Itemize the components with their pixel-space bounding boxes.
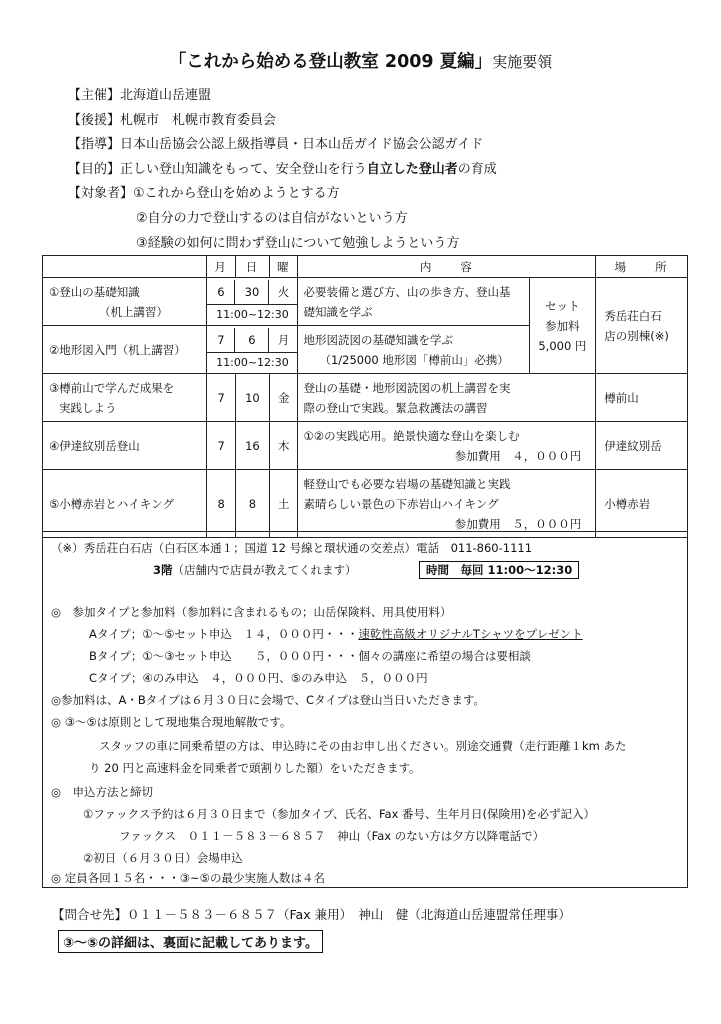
time-slot: 11:00~12:30 <box>207 304 297 324</box>
shared-place-cell: 秀岳荘白石 店の別棟(※) <box>596 278 688 374</box>
apply-heading: ◎ 申込方法と締切 <box>51 785 154 799</box>
apply-onsite-line: ②初日（６月３０日）会場申込 <box>83 851 243 865</box>
header-day: 日 <box>235 256 269 278</box>
apply-fax-line: ①ファックス予約は６月３０日まで（参加タイプ、氏名、Fax 番号、生年月日(保険用)を必ず記入） <box>83 807 596 821</box>
day-cell: 8 <box>235 470 269 538</box>
header-place: 場 所 <box>596 256 688 278</box>
table-row <box>43 470 688 538</box>
set-fee-cell: セット 参加料 5,000 円 <box>529 278 596 374</box>
day-cell: 10 <box>235 374 269 422</box>
weekday-cell: 金 <box>270 374 298 422</box>
date-cell: 7 6 月 11:00~12:30 <box>207 326 298 374</box>
header-month: 月 <box>207 256 235 278</box>
contact-line: 【問合せ先】０１１－５８３－６８５７（Fax 兼用） 神山 健（北海道山岳連盟常任理事） <box>52 907 571 922</box>
floor-label: 3階 <box>153 563 173 577</box>
course-content: 必要装備と選び方、山の歩き方、登山基 礎知識を学ぶ <box>298 278 529 326</box>
details-note: ③～⑤の詳細は、裏面に記載してあります。 <box>58 930 323 953</box>
month-cell: 8 <box>207 470 235 538</box>
purpose-suffix: の育成 <box>457 161 497 177</box>
purpose-line <box>68 158 688 183</box>
table-header-row <box>43 256 688 278</box>
course-content: 軽登山でも必要な岩場の基礎知識と実践 素晴らしい景色の下赤岩山ハイキング 参加費用 ５，０００円 <box>298 470 596 538</box>
course-content: 地形図読図の基礎知識を学ぶ （1/25000 地形図「樽前山」必携） <box>298 326 529 374</box>
target-line-3: ③経験の如何に問わず登山について勉強しようという方 <box>136 235 460 251</box>
course-name: ①登山の基礎知識 （机上講習） <box>43 278 207 326</box>
support-line: 【後援】札幌市 札幌市教育委員会 <box>68 112 277 128</box>
purpose-bold: 自立した登山者 <box>366 161 458 177</box>
instructor-line: 【指導】日本山岳協会公認上級指導員・日本山岳ガイド協会公認ガイド <box>68 137 484 153</box>
notes-box <box>42 531 688 888</box>
course-content: 登山の基礎・地形図読図の机上講習を実 際の登山で実践。緊急救護法の講習 <box>298 374 596 422</box>
apply-fax-number: ファックス ０１１－５８３－６８５７ 神山（Fax のない方は夕方以降電話で） <box>119 829 545 843</box>
floor-line <box>153 562 357 578</box>
table-row <box>43 278 688 326</box>
month-cell: 7 <box>207 374 235 422</box>
title-main: 「これから始める登山教室 2009 夏編」 <box>168 52 493 72</box>
type-a-text: Aタイプ；①～⑤セット申込 １４，０００円・・・ <box>89 627 359 641</box>
type-a-line <box>89 626 583 642</box>
title-suffix: 実施要領 <box>492 53 553 71</box>
sponsor-line: 【主催】北海道山岳連盟 <box>68 88 212 103</box>
place-cell: 樽前山 <box>596 374 688 422</box>
type-c-line: Cタイプ；④のみ申込 ４，０００円、⑤のみ申込 ５，０００円 <box>89 671 428 685</box>
time-slot: 11:00~12:30 <box>207 352 297 372</box>
target-line-2: ②自分の力で登山するのは自信がないという方 <box>136 210 408 226</box>
header-content: 内 容 <box>298 256 596 278</box>
day-cell: 16 <box>235 422 269 470</box>
shop-note: （※）秀岳荘白石店（白石区本通１；国道 12 号線と環状通の交差点）電話 011-860-1111 <box>51 541 533 555</box>
course-name: ⑤小樽赤岩とハイキング <box>43 470 207 538</box>
capacity-note: ◎ 定員各回１５名・・・③~⑤の最少実施人数は４名 <box>51 871 325 885</box>
page-title <box>0 48 721 73</box>
car-note-1: スタッフの車に同乗希望の方は、申込時にその由お申し出ください。別途交通費（走行距離１km あた <box>99 739 627 753</box>
car-note-2: り 20 円と高速料金を同乗者で頭割りした額）をいただきます。 <box>89 761 421 775</box>
course-name: ②地形図入門（机上講習） <box>43 326 207 374</box>
table-row <box>43 374 688 422</box>
course-name: ③樽前山で学んだ成果を 実践しよう <box>43 374 207 422</box>
course-content: ①②の実践応用。絶景快適な登山を楽しむ 参加費用 ４，０００円 <box>298 422 596 470</box>
place-cell: 小樽赤岩 <box>596 470 688 538</box>
target-line-1: 【対象者】①これから登山を始めようとする方 <box>68 186 340 202</box>
header-name <box>43 256 207 278</box>
payment-note: ◎参加料は、A・Bタイプは６月３０日に会場で、Cタイプは登山当日いただきます。 <box>51 693 486 707</box>
local-note: ◎ ③～⑤は原則として現地集合現地解散です。 <box>51 715 292 729</box>
purpose-text: 【目的】正しい登山知識をもって、安全登山を行う <box>68 161 367 177</box>
course-name: ④伊達紋別岳登山 <box>43 422 207 470</box>
floor-note: （店舗内で店員が教えてくれます） <box>172 563 357 577</box>
table-row <box>43 422 688 470</box>
type-heading: ◎ 参加タイプと参加料（参加料に含まれるもの；山岳保険料、用具使用料） <box>51 605 452 619</box>
schedule-table <box>42 255 688 538</box>
date-cell: 6 30 火 11:00~12:30 <box>207 278 298 326</box>
month-cell: 7 <box>207 422 235 470</box>
weekday-cell: 木 <box>270 422 298 470</box>
intro-section <box>68 84 688 256</box>
hours-badge: 時間 毎回 11:00～12:30 <box>419 561 579 579</box>
type-b-line: Bタイプ；①～③セット申込 ５，０００円・・・個々の講座に希望の場合は要相談 <box>89 649 531 663</box>
weekday-cell: 土 <box>270 470 298 538</box>
place-cell: 伊達紋別岳 <box>596 422 688 470</box>
header-weekday: 曜 <box>270 256 298 278</box>
type-a-gift: 速乾性高級オリジナルTシャツをプレゼント <box>358 627 583 641</box>
